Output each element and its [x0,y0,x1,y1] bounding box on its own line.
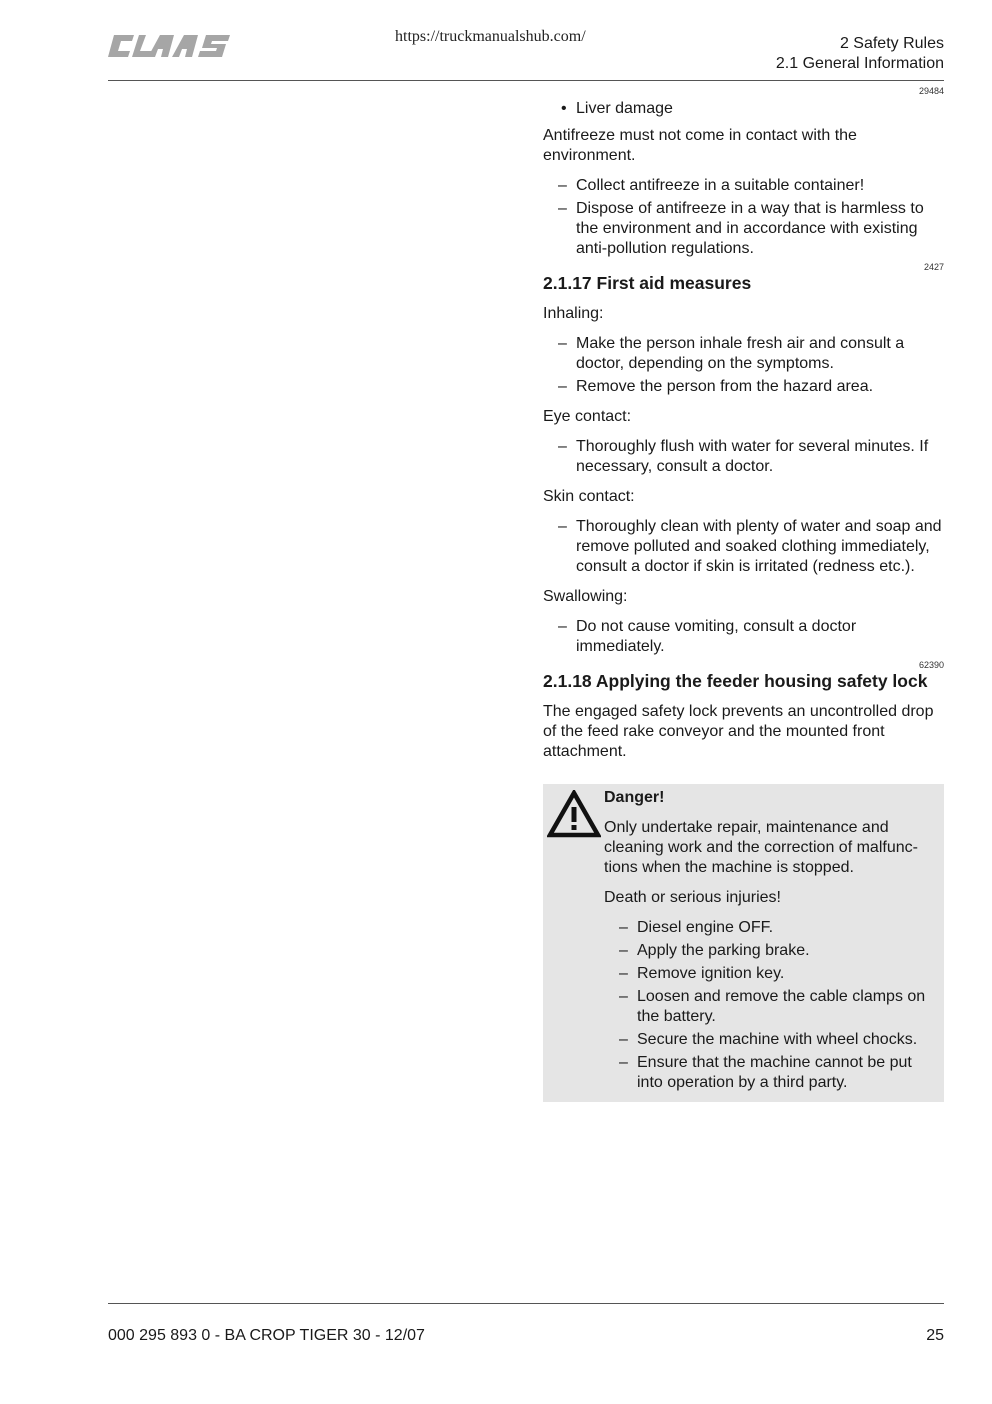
dash-list [543,517,944,577]
subsection-label: Inhaling: [543,305,604,322]
running-header [776,34,944,74]
list-item: – Make the person inhale fresh air and consult a doctor, depending on the symptoms. [543,334,944,374]
header-divider [108,80,944,81]
paragraph: The engaged safety lock prevents an uncontrolled drop of the feed rake conveyor and the mounted front attachment. [543,703,934,760]
danger-text: Only undertake repair, maintenance and cleaning work and the correction of malfunctions when the machine is stopped. [604,819,918,876]
dash-list [543,617,944,657]
dash-list [543,334,944,397]
list-item: – Remove ignition key. [604,964,938,984]
footer-divider [108,1303,944,1304]
subsection-label: Skin contact: [543,488,635,505]
danger-notice [543,784,944,1102]
list-item: – Dispose of antifreeze in a way that is harmless to the environment and in accordance with existing anti-pollution regulations. [543,199,944,259]
dash-list [543,437,944,477]
dash-list [604,918,938,1093]
list-item: – Do not cause vomiting, consult a doctor immediately. [543,617,944,657]
list-item: – Apply the parking brake. [604,941,938,961]
list-item: – Thoroughly clean with plenty of water and soap and remove polluted and soaked clothing immediately, consult a doctor if skin is irritated (redness etc.). [543,517,944,577]
doc-reference-number: 2427 [923,262,944,272]
source-url: https://truckmanualshub.com/ [395,28,586,45]
chapter-title: 2 Safety Rules [839,35,944,52]
section-heading: 2.1.17 First aid measures [543,273,752,293]
section-title: 2.1 General Information [775,55,944,72]
doc-reference-number: 62390 [918,660,944,670]
section-heading: 2.1.18 Applying the feeder housing safety lock [543,671,928,691]
document-id: 000 295 893 0 - BA CROP TIGER 30 - 12/07 [108,1327,425,1344]
claas-logo [108,33,234,59]
doc-reference-number: 29484 [918,86,944,96]
list-item: – Thoroughly flush with water for several minutes. If necessary, consult a doctor. [543,437,944,477]
dash-list [543,176,944,259]
list-item: – Loosen and remove the cable clamps on the battery. [604,987,938,1027]
page-number: 25 [926,1327,944,1344]
bullet-list [543,99,944,119]
subsection-label: Swallowing: [543,588,628,605]
list-item: – Secure the machine with wheel chocks. [604,1030,938,1050]
list-item: – Ensure that the machine cannot be put into operation by a third party. [604,1053,938,1093]
danger-title: Danger! [604,789,665,806]
list-item: • Liver damage [543,99,944,119]
list-item: – Remove the person from the hazard area. [543,377,944,397]
list-item: – Diesel engine OFF. [604,918,938,938]
warning-triangle-icon [547,790,601,838]
list-item: – Collect antifreeze in a suitable container! [543,176,944,196]
content-column [543,86,944,1102]
danger-consequence: Death or serious injuries! [604,889,781,906]
paragraph: Antifreeze must not come in contact with the environment. [543,127,857,164]
subsection-label: Eye contact: [543,408,632,425]
